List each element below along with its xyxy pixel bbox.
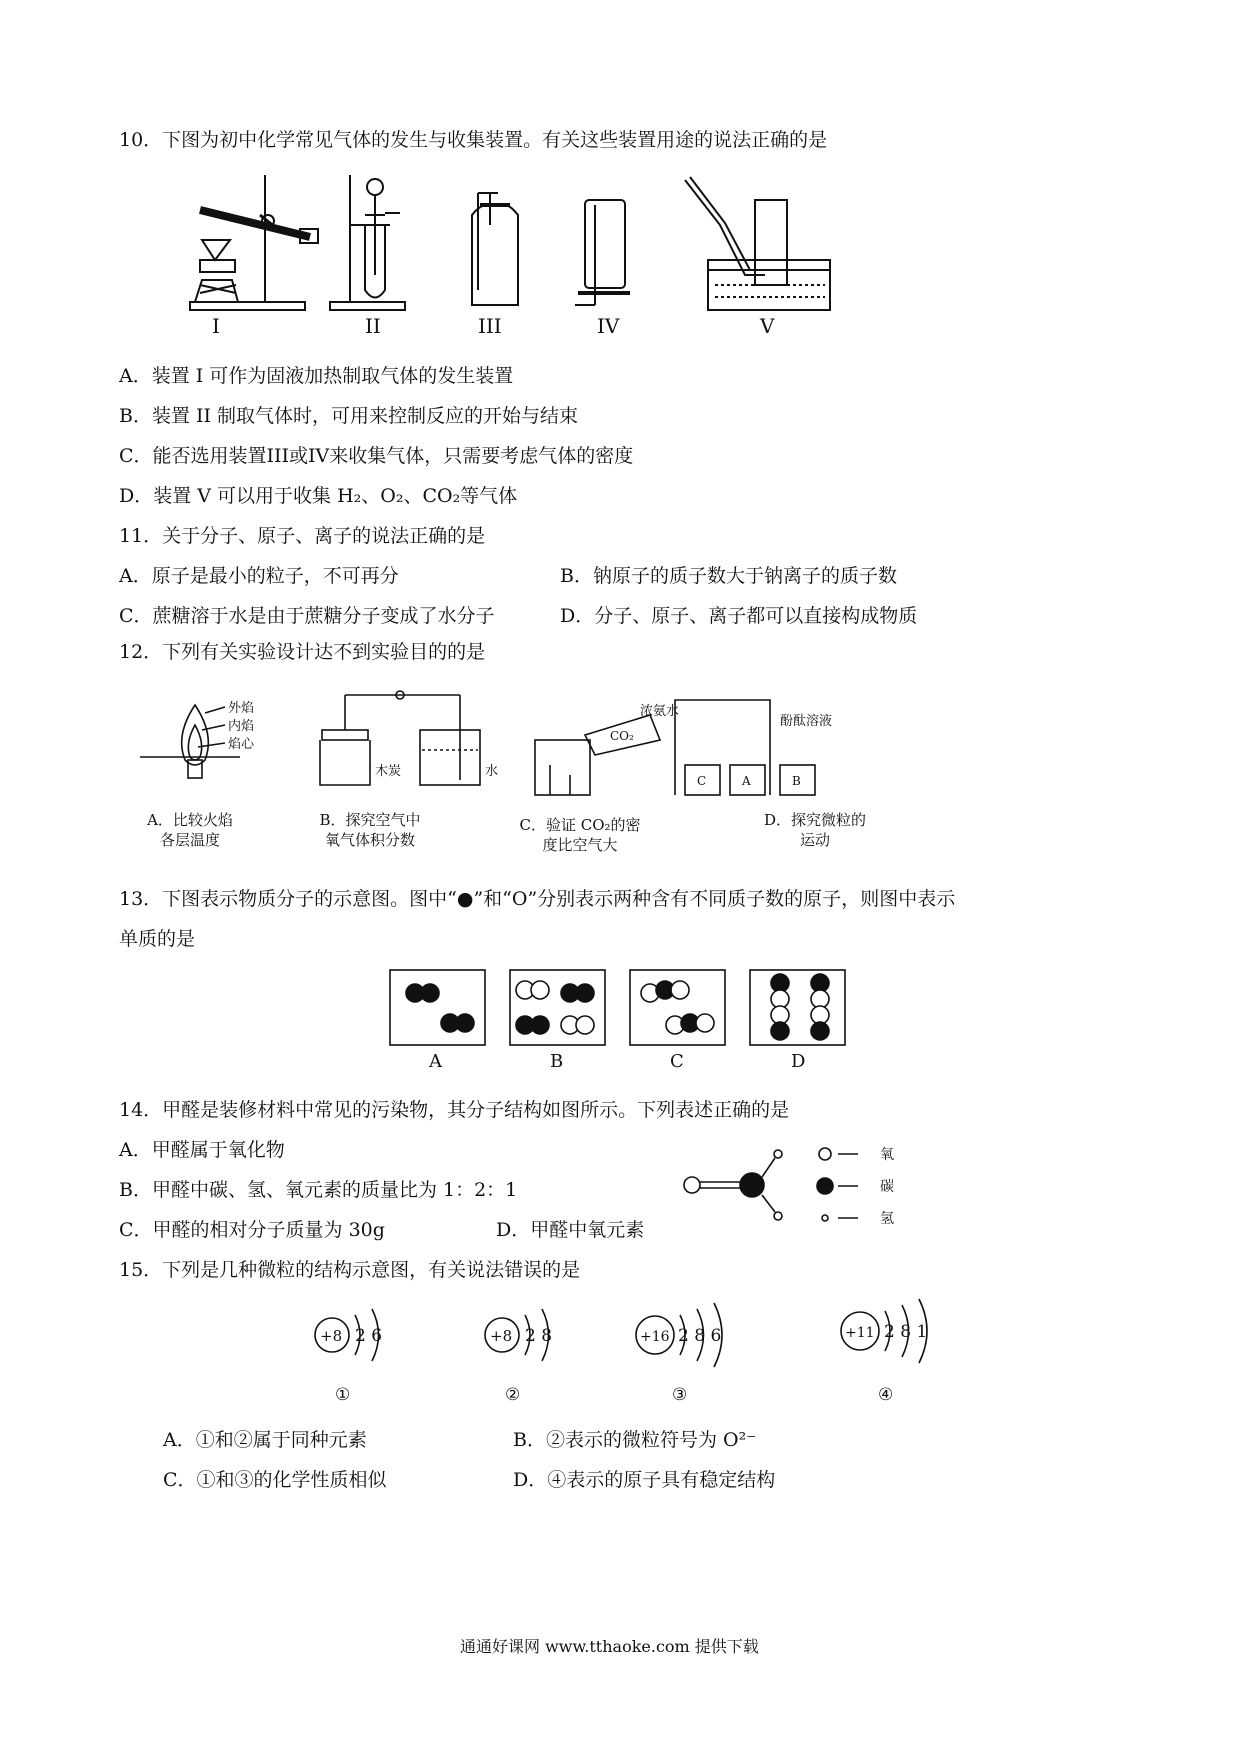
q15-option-c: C．①和③的化学性质相似 [163, 1469, 387, 1491]
flame-core-label: 焰心 [228, 737, 255, 752]
apparatus-v-diagram [685, 177, 830, 338]
q10-option-b: B．装置 II 制取气体时，可用来控制反应的开始与结束 [119, 405, 579, 427]
experiment-c-diagram [535, 715, 660, 795]
legend-hydrogen: 氢 [880, 1211, 894, 1227]
label-v: V [760, 314, 775, 338]
q15-stem: 15．下列是几种微粒的结构示意图，有关说法错误的是 [119, 1259, 581, 1281]
svg-text:④: ④ [878, 1385, 894, 1405]
legend-oxygen: 氧 [880, 1147, 894, 1163]
q12-caption-b: B．探究空气中 氧气体积分数 [319, 811, 421, 849]
beaker-a-label: A [742, 774, 751, 788]
q13-molecules-figure [385, 965, 865, 1075]
apparatus-iii-diagram [472, 193, 518, 338]
label-iii: III [478, 314, 502, 338]
experiment-b-diagram [320, 691, 498, 785]
label-iv: IV [597, 314, 620, 338]
q10-option-c: C．能否选用装置III或IV来收集气体，只需要考虑气体的密度 [119, 445, 634, 467]
q13-stem-line2: 单质的是 [119, 928, 196, 950]
beaker-c-label: C [697, 774, 707, 788]
q12-experiments-figure [130, 685, 910, 815]
co2-label: CO₂ [610, 729, 634, 743]
q14-stem: 14．甲醛是装修材料中常见的污染物，其分子结构如图所示。下列表述正确的是 [119, 1099, 790, 1121]
box-d [750, 970, 845, 1072]
q10-option-a: A．装置 I 可作为固液加热制取气体的发生装置 [119, 365, 514, 387]
label-i: I [212, 314, 220, 338]
q12-caption-a: A．比较火焰 各层温度 [147, 811, 233, 849]
svg-text:2 8 6: 2 8 6 [678, 1326, 722, 1346]
svg-text:③: ③ [672, 1385, 688, 1405]
apparatus-i-diagram [190, 175, 318, 338]
ammonia-label: 浓氨水 [640, 704, 680, 719]
page-footer: 通通好课网 www.tthaoke.com 提供下载 [460, 1637, 759, 1656]
beaker-b-label: B [792, 774, 801, 788]
q11-option-b: B．钠原子的质子数大于钠离子的质子数 [560, 565, 897, 587]
q14-option-d: D．甲醛中氧元素 [496, 1219, 645, 1241]
q12-caption-c: C．验证 CO₂的密 度比空气大 [519, 816, 641, 854]
q15-option-b: B．②表示的微粒符号为 O²⁻ [513, 1429, 757, 1451]
svg-text:2 8: 2 8 [525, 1326, 553, 1346]
svg-text:①: ① [335, 1385, 351, 1405]
experiment-d-diagram [640, 700, 832, 795]
formaldehyde-structure [680, 1140, 920, 1240]
apparatus-iv-diagram [575, 200, 630, 338]
atom-2-diagram [485, 1309, 552, 1405]
phenol-label: 酚酞溶液 [780, 714, 833, 729]
charcoal-label: 木炭 [375, 764, 402, 779]
label-ii: II [365, 314, 381, 338]
q14-option-c: C．甲醛的相对分子质量为 30g [119, 1219, 385, 1241]
svg-text:+16: +16 [640, 1329, 670, 1345]
q10-apparatus-figure [160, 165, 920, 345]
apparatus-ii-diagram [330, 175, 405, 338]
svg-text:2 6: 2 6 [355, 1326, 383, 1346]
atom-4-diagram [841, 1299, 927, 1405]
water-label: 水 [485, 764, 499, 779]
svg-text:A: A [429, 1051, 442, 1072]
q15-option-a: A．①和②属于同种元素 [163, 1429, 367, 1451]
legend-carbon: 碳 [880, 1179, 894, 1195]
q12-caption-d: D．探究微粒的 运动 [763, 811, 867, 849]
box-a [390, 970, 485, 1072]
q13-stem-line1: 13．下图表示物质分子的示意图。图中“●”和“O”分别表示两种含有不同质子数的原子，则图中表示 [119, 888, 956, 910]
q15-option-d: D．④表示的原子具有稳定结构 [513, 1469, 776, 1491]
q10-stem: 10．下图为初中化学常见气体的发生与收集装置。有关这些装置用途的说法正确的是 [119, 129, 828, 151]
svg-text:+8: +8 [490, 1327, 513, 1345]
svg-text:C: C [670, 1051, 684, 1072]
svg-text:②: ② [505, 1385, 521, 1405]
flame-inner-label: 内焰 [228, 719, 255, 734]
box-c [630, 970, 725, 1072]
svg-text:2 8 1: 2 8 1 [884, 1322, 928, 1342]
svg-text:+8: +8 [320, 1327, 343, 1345]
q11-option-d: D．分子、原子、离子都可以直接构成物质 [560, 605, 918, 627]
svg-text:+11: +11 [845, 1325, 875, 1341]
box-b [510, 970, 605, 1072]
experiment-a-diagram [140, 700, 255, 778]
q10-option-d: D．装置 V 可以用于收集 H₂、O₂、CO₂等气体 [119, 485, 518, 507]
q12-stem: 12．下列有关实验设计达不到实验目的的是 [119, 641, 486, 663]
svg-text:D: D [791, 1051, 806, 1072]
q11-option-c: C．蔗糖溶于水是由于蔗糖分子变成了水分子 [119, 605, 495, 627]
flame-outer-label: 外焰 [228, 701, 255, 716]
q15-structures-figure [300, 1295, 940, 1415]
q14-option-a: A．甲醛属于氧化物 [119, 1139, 285, 1161]
atom-1-diagram [315, 1309, 382, 1405]
q14-option-b: B．甲醛中碳、氢、氧元素的质量比为 1：2：1 [119, 1179, 518, 1201]
q11-stem: 11．关于分子、原子、离子的说法正确的是 [119, 525, 486, 547]
q11-option-a: A．原子是最小的粒子，不可再分 [119, 565, 399, 587]
svg-text:B: B [550, 1051, 564, 1072]
atom-3-diagram [636, 1303, 722, 1405]
